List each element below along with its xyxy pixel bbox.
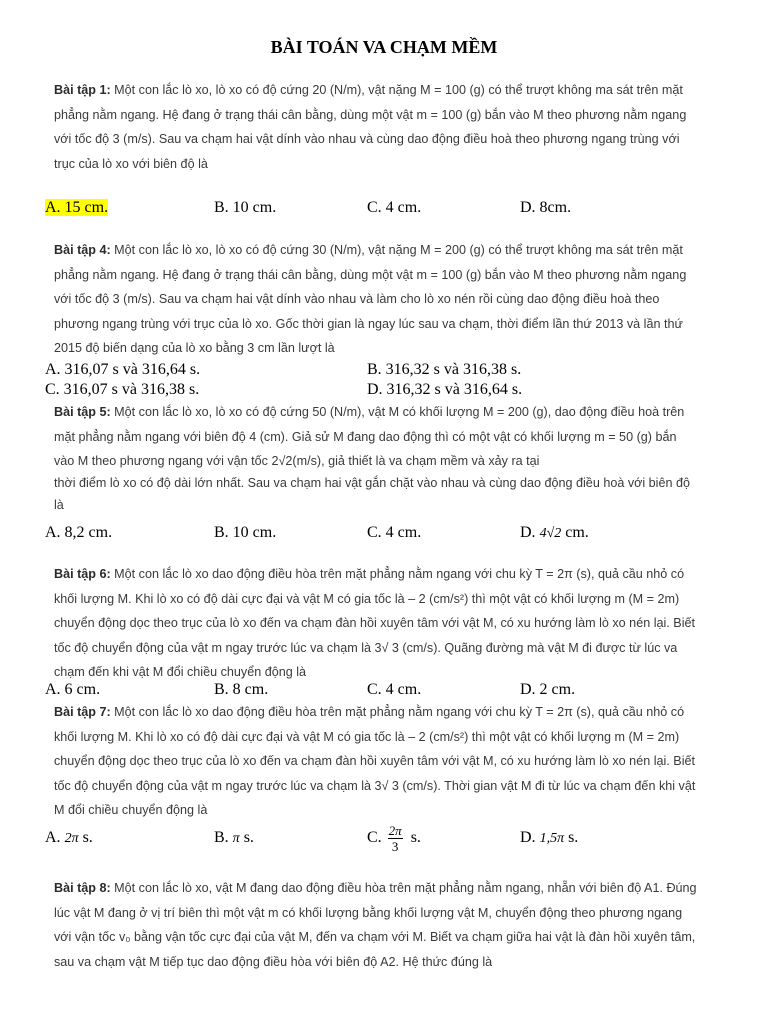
answer-d: D. 2 cm. xyxy=(520,681,576,698)
problem-label: Bài tập 5: xyxy=(54,405,111,419)
problem-line: phương ngang trùng với trục của lò xo. Gốc thời gian là ngay lúc sau va chạm, thời điểm lần thứ 2013 và lần thứ xyxy=(54,316,683,331)
math-expression: 4√2 xyxy=(539,526,562,541)
problem-text: Một con lắc lò xo, vật M đang dao động điều hòa trên mặt phẳng nằm ngang, nhẵn với biên độ A1. Đúng xyxy=(110,881,697,895)
answer-letter: D. xyxy=(520,524,536,541)
problem-line xyxy=(54,562,714,587)
problem-text: Một con lắc lò xo dao động điều hòa trên mặt phẳng nằm ngang với chu kỳ T = 2π (s), quả cầu nhỏ có xyxy=(110,705,685,719)
problem-line: với tốc độ 3 (m/s). Sau va chạm hai vật dính vào nhau và làm cho lò xo nén rồi cùng dao động điều hoà theo xyxy=(54,292,660,306)
problem-line: khối lượng M. Khi lò xo có độ dài cực đại và vật M có gia tốc là – 2 (cm/s²) thì một vật có khối lượng m (M = 2m) xyxy=(54,591,680,606)
problem-line: vào M theo phương ngang với vận tốc 2√2(m/s), giả thiết là va chạm mềm và xảy ra tại xyxy=(54,454,540,468)
answer-letter: A. xyxy=(45,829,61,846)
problem-5-continued xyxy=(54,472,714,516)
highlighted-answer: A. 15 cm. xyxy=(45,199,109,216)
answer-b: B. 316,32 s và 316,38 s. xyxy=(367,361,522,378)
problem-line: chuyển động dọc theo trục của lò xo đến va chạm đàn hồi xuyên tâm với vật M, có xu hướng làm lò xo nén lại. Biết xyxy=(54,616,695,630)
problem-line: phẳng nằm ngang. Hệ đang ở trạng thái cân bằng, dùng một vật m = 100 (g) bắn vào M theo phương nằm ngang xyxy=(54,107,687,122)
problem-line: với tốc độ 3 (m/s). Sau va chạm hai vật dính vào nhau và cùng dao động điều hoà theo phương ngang trùng với xyxy=(54,132,680,146)
problem-line xyxy=(54,700,714,725)
problem-1 xyxy=(54,78,714,176)
problem-line: với vận tốc v₀ bằng vận tốc cực đại của vật M, đến va chạm với M. Biết va chạm giữa hai vật là đàn hồi xuyên tâm, xyxy=(54,930,696,944)
math-expression: π xyxy=(232,831,240,846)
answer-unit: s. xyxy=(82,829,93,846)
problem-line xyxy=(54,78,714,103)
problem-line: tốc độ chuyển động của vật m ngay trước lúc va chạm là 3√ 3 (cm/s). Thời gian vật M đi từ lúc va chạm đến khi vật xyxy=(54,778,696,793)
answer-unit: cm. xyxy=(565,524,589,541)
answer-b: B. 10 cm. xyxy=(214,199,277,216)
math-expression: 2π xyxy=(64,831,79,846)
answer-b: B. 8 cm. xyxy=(214,681,269,698)
problem-line: thời điểm lò xo có độ dài lớn nhất. Sau va chạm hai vật gắn chặt vào nhau và cùng dao động điều hoà với biên độ xyxy=(54,476,690,490)
answer-d xyxy=(520,523,589,543)
answer-unit: s. xyxy=(568,829,579,846)
answer-unit: s. xyxy=(410,829,421,846)
answer-unit: s. xyxy=(243,829,254,846)
problem-line xyxy=(54,876,714,901)
answer-a: A. 8,2 cm. xyxy=(45,524,113,541)
answer-a xyxy=(45,828,93,848)
problem-line: phẳng nằm ngang. Hệ đang ở trạng thái cân bằng, dùng một vật m = 100 (g) bắn vào M theo phương nằm ngang xyxy=(54,267,687,282)
problem-text: Một con lắc lò xo dao động điều hòa trên mặt phẳng nằm ngang với chu kỳ T = 2π (s), quả cầu nhỏ có xyxy=(110,567,685,581)
answer-letter: B. xyxy=(214,829,229,846)
problem-5 xyxy=(54,400,714,474)
page-title: BÀI TOÁN VA CHẠM MỀM xyxy=(270,37,498,57)
problem-8 xyxy=(54,876,714,974)
problem-line: trục của lò xo với biên độ là xyxy=(54,156,208,171)
answer-c: C. 316,07 s và 316,38 s. xyxy=(45,381,200,398)
problem-text: Một con lắc lò xo, lò xo có độ cứng 50 (N/m), vật M có khối lượng M = 200 (g), dao động điều hoà trên xyxy=(110,405,685,419)
problem-4 xyxy=(54,238,714,361)
answer-d: D. 316,32 s và 316,64 s. xyxy=(367,381,523,398)
answer-a: A. 6 cm. xyxy=(45,681,101,698)
problem-line xyxy=(54,400,714,425)
problem-line: M đổi chiều chuyển động là xyxy=(54,803,208,817)
answer-c xyxy=(367,818,421,858)
answer-a: A. 316,07 s và 316,64 s. xyxy=(45,361,201,378)
problem-line: lúc vật M đang ở vị trí biên thì một vật m có khối lượng bằng khối lượng vật M, chuyển động theo phương ngang xyxy=(54,905,683,920)
answer-letter: D. xyxy=(520,829,536,846)
problem-text: Một con lắc lò xo, lò xo có độ cứng 30 (N/m), vật nặng M = 200 (g) có thể trượt không ma sát trên mặt xyxy=(110,243,683,257)
answer-a xyxy=(45,198,108,218)
problem-line: là xyxy=(54,498,64,512)
problem-line: chạm đến khi vật M đổi chiều chuyển động là xyxy=(54,665,307,679)
problem-text: Một con lắc lò xo, lò xo có độ cứng 20 (N/m), vật nặng M = 100 (g) có thể trượt không ma sát trên mặt xyxy=(110,83,683,97)
fraction-denominator: 3 xyxy=(391,838,399,854)
problem-label: Bài tập 1: xyxy=(54,83,111,97)
answer-letter: C. xyxy=(367,829,382,846)
problem-line: sau va chạm vật M tiếp tục dao động điều hòa với biên độ A2. Hệ thức đúng là xyxy=(54,954,493,969)
problem-7 xyxy=(54,700,714,823)
problem-label: Bài tập 8: xyxy=(54,881,111,895)
problem-label: Bài tập 6: xyxy=(54,567,111,581)
answer-b xyxy=(214,828,254,848)
math-expression: 1,5π xyxy=(539,831,565,846)
answer-b: B. 10 cm. xyxy=(214,524,277,541)
answer-c: C. 4 cm. xyxy=(367,524,422,541)
answer-c: C. 4 cm. xyxy=(367,681,422,698)
problem-line: 2015 độ biến dạng của lò xo bằng 3 cm lần lượt là xyxy=(54,341,335,355)
problem-line: tốc độ chuyển động của vật m ngay trước lúc va chạm là 3√ 3 (cm/s). Quãng đường mà vật M đi được từ lúc va xyxy=(54,640,678,655)
problem-6 xyxy=(54,562,714,685)
problem-line xyxy=(54,238,714,263)
answer-d xyxy=(520,828,578,848)
problem-line: chuyển động dọc theo trục của lò xo đến va chạm đàn hồi xuyên tâm với vật M, có xu hướng làm lò xo nén lại. Biết xyxy=(54,754,695,768)
answer-d: D. 8cm. xyxy=(520,199,572,216)
problem-label: Bài tập 7: xyxy=(54,705,111,719)
problem-line: mặt phẳng nằm ngang với biên độ 4 (cm). Giả sử M đang dao động thì có một vật có khối lượng m = 50 (g) bắn xyxy=(54,429,677,444)
fraction xyxy=(388,823,403,854)
problem-line: khối lượng M. Khi lò xo có độ dài cực đại và vật M có gia tốc là – 2 (cm/s²) thì một vật có khối lượng m (M = 2m) xyxy=(54,729,680,744)
answer-c: C. 4 cm. xyxy=(367,199,422,216)
problem-label: Bài tập 4: xyxy=(54,243,111,257)
fraction-numerator: 2π xyxy=(388,822,402,838)
